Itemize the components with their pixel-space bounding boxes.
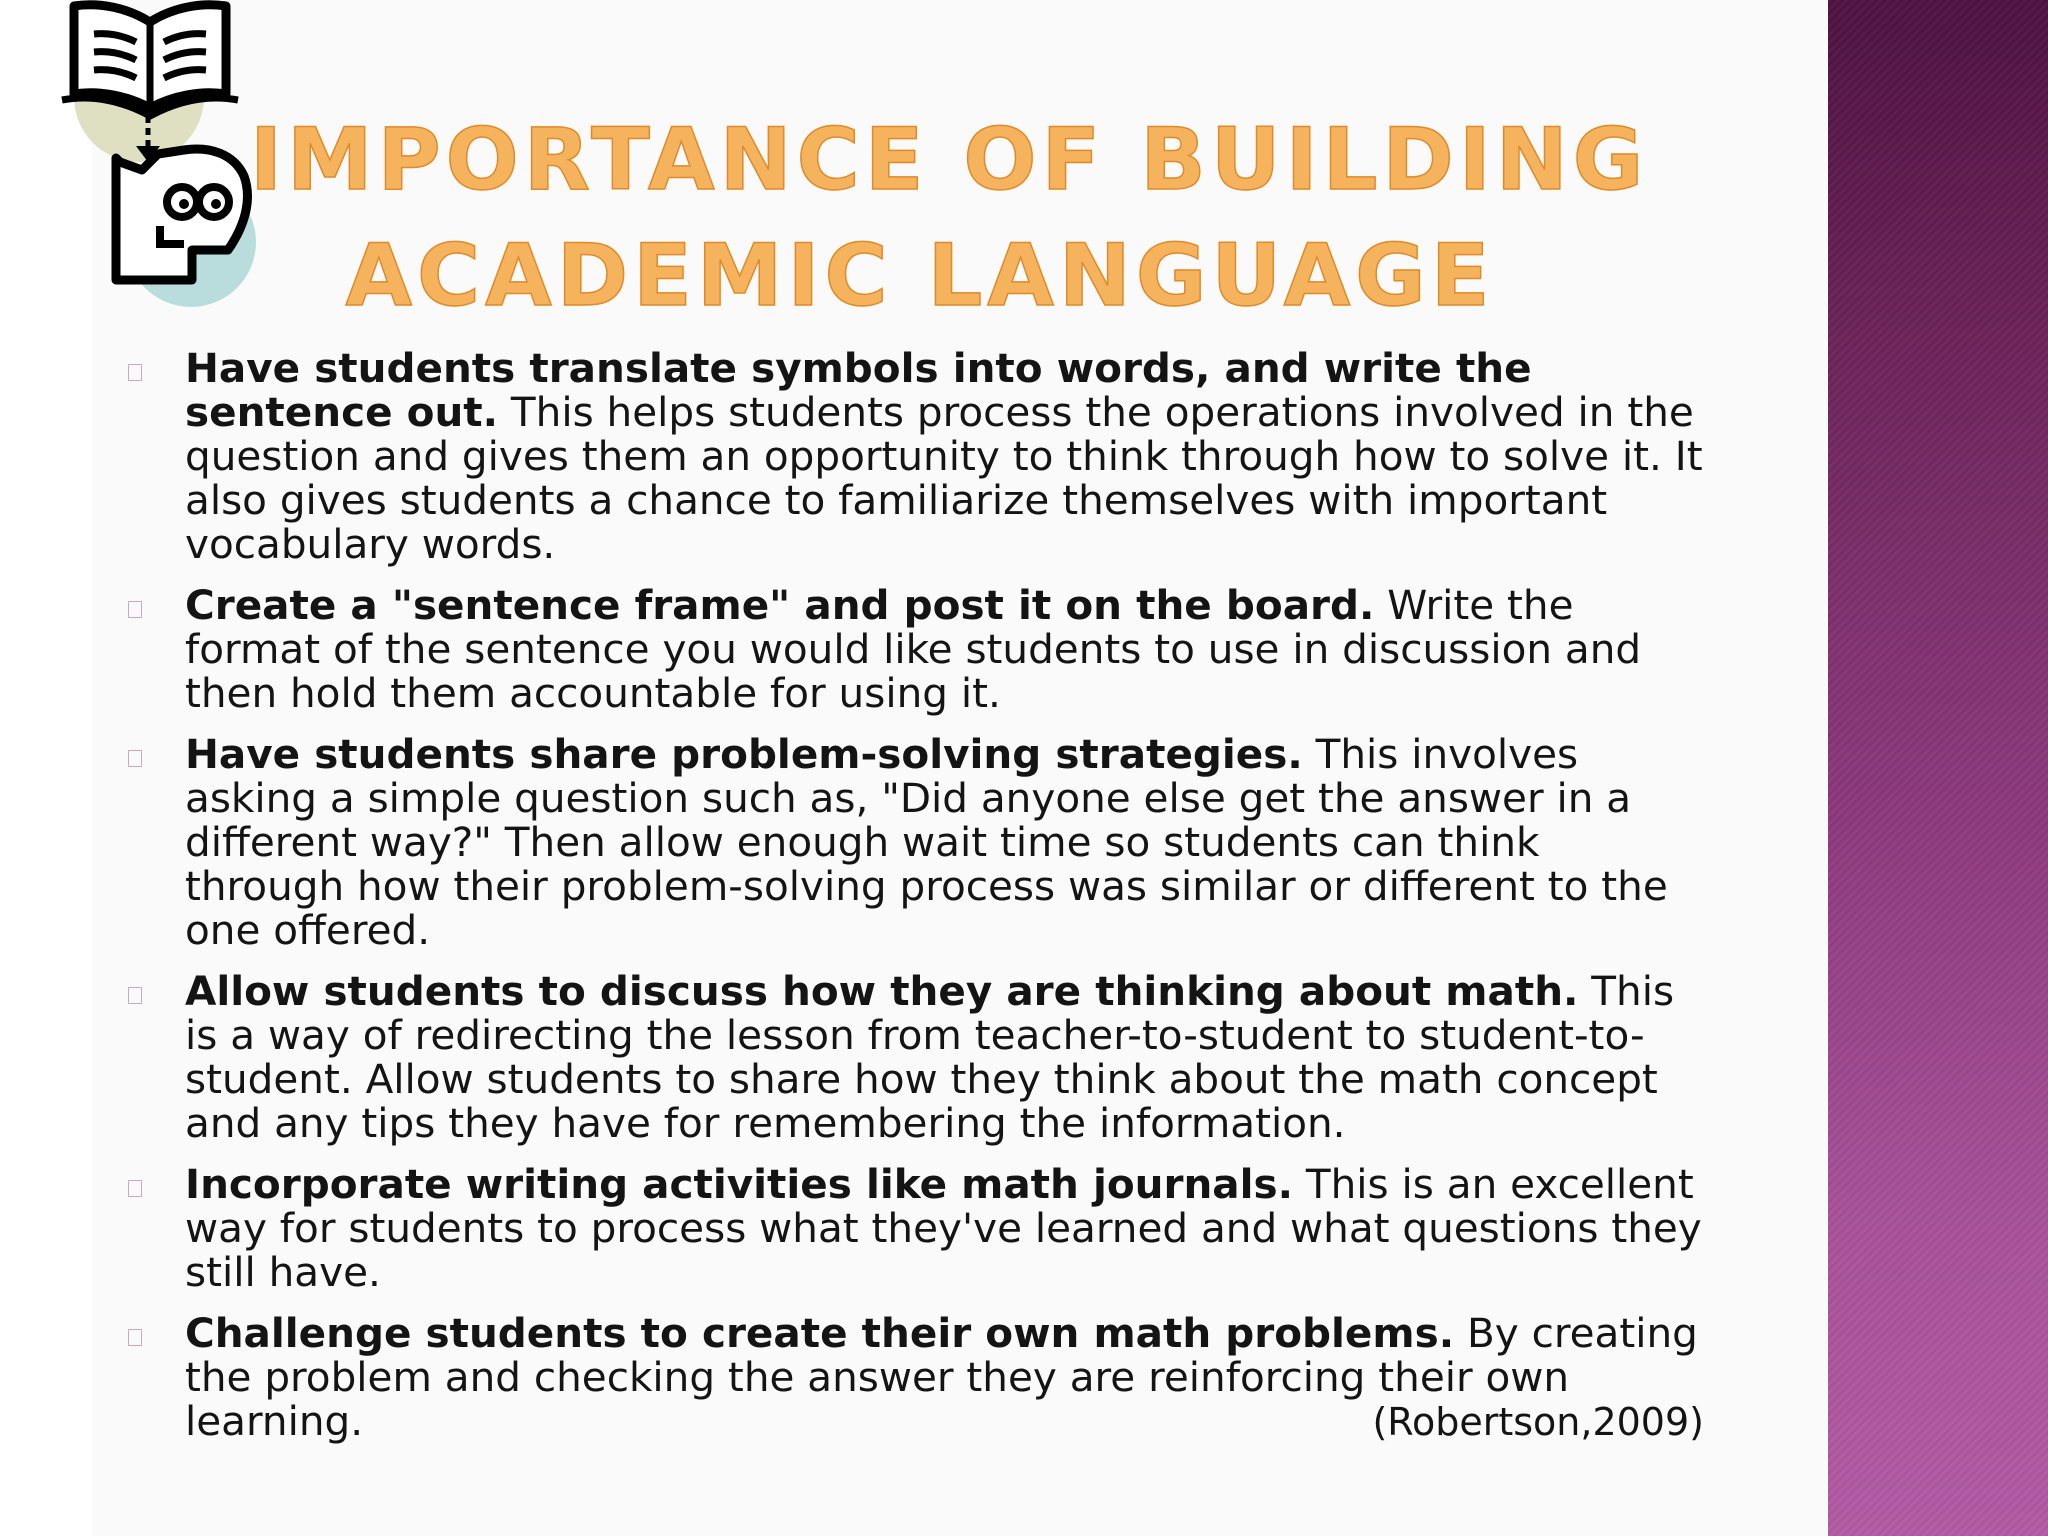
square-bullet-icon xyxy=(128,750,142,767)
square-bullet-icon xyxy=(128,1329,142,1346)
bullet-heading: Have students share problem-solving strategies. xyxy=(185,730,1303,778)
bullet-body: This is a way of redirecting the lesson from teacher-to-student to student-to-student. Allow students to share how they think about the math concept and any tips they have for remembering the information. xyxy=(185,967,1675,1147)
bullet-list xyxy=(128,346,1708,1460)
bullet-heading: Have students translate symbols into words, and write the sentence out. xyxy=(185,344,1532,436)
list-item xyxy=(128,969,1708,1145)
square-bullet-icon xyxy=(128,364,142,381)
title-line-1: IMPORTANCE OF BUILDING xyxy=(250,110,1649,210)
bullet-body: This is an excellent way for students to process what they've learned and what questions they still have. xyxy=(185,1160,1702,1296)
list-item xyxy=(128,732,1708,952)
citation: (Robertson,2009) xyxy=(1372,1400,1704,1444)
square-bullet-icon xyxy=(128,601,142,618)
title-line-2: ACADEMIC LANGUAGE xyxy=(345,226,1495,326)
bullet-body: This involves asking a simple question such as, "Did anyone else get the answer in a different way?" Then allow enough wait time so students can think through how their problem-solving process was similar or different to the one offered. xyxy=(185,730,1668,954)
bullet-body: This helps students process the operations involved in the question and gives them an opportunity to think through how to solve it. It also gives students a chance to familiarize themselves with important vocabulary words. xyxy=(185,388,1703,568)
slide-title xyxy=(250,102,1649,334)
purple-accent-bar xyxy=(1828,0,2048,1536)
bullet-heading: Create a "sentence frame" and post it on the board. xyxy=(185,581,1375,629)
bullet-heading: Challenge students to create their own math problems. xyxy=(185,1309,1455,1357)
square-bullet-icon xyxy=(128,1180,142,1197)
list-item xyxy=(128,583,1708,715)
bullet-body: By creating the problem and checking the answer they are reinforcing their own learning. xyxy=(185,1309,1698,1445)
list-item xyxy=(128,346,1708,566)
bullet-heading: Incorporate writing activities like math journals. xyxy=(185,1160,1294,1208)
bullet-heading: Allow students to discuss how they are thinking about math. xyxy=(185,967,1579,1015)
bullet-body: Write the format of the sentence you would like students to use in discussion and then hold them accountable for using it. xyxy=(185,581,1642,717)
list-item xyxy=(128,1162,1708,1294)
square-bullet-icon xyxy=(128,987,142,1004)
book-and-thinking-head-icon xyxy=(60,0,270,310)
